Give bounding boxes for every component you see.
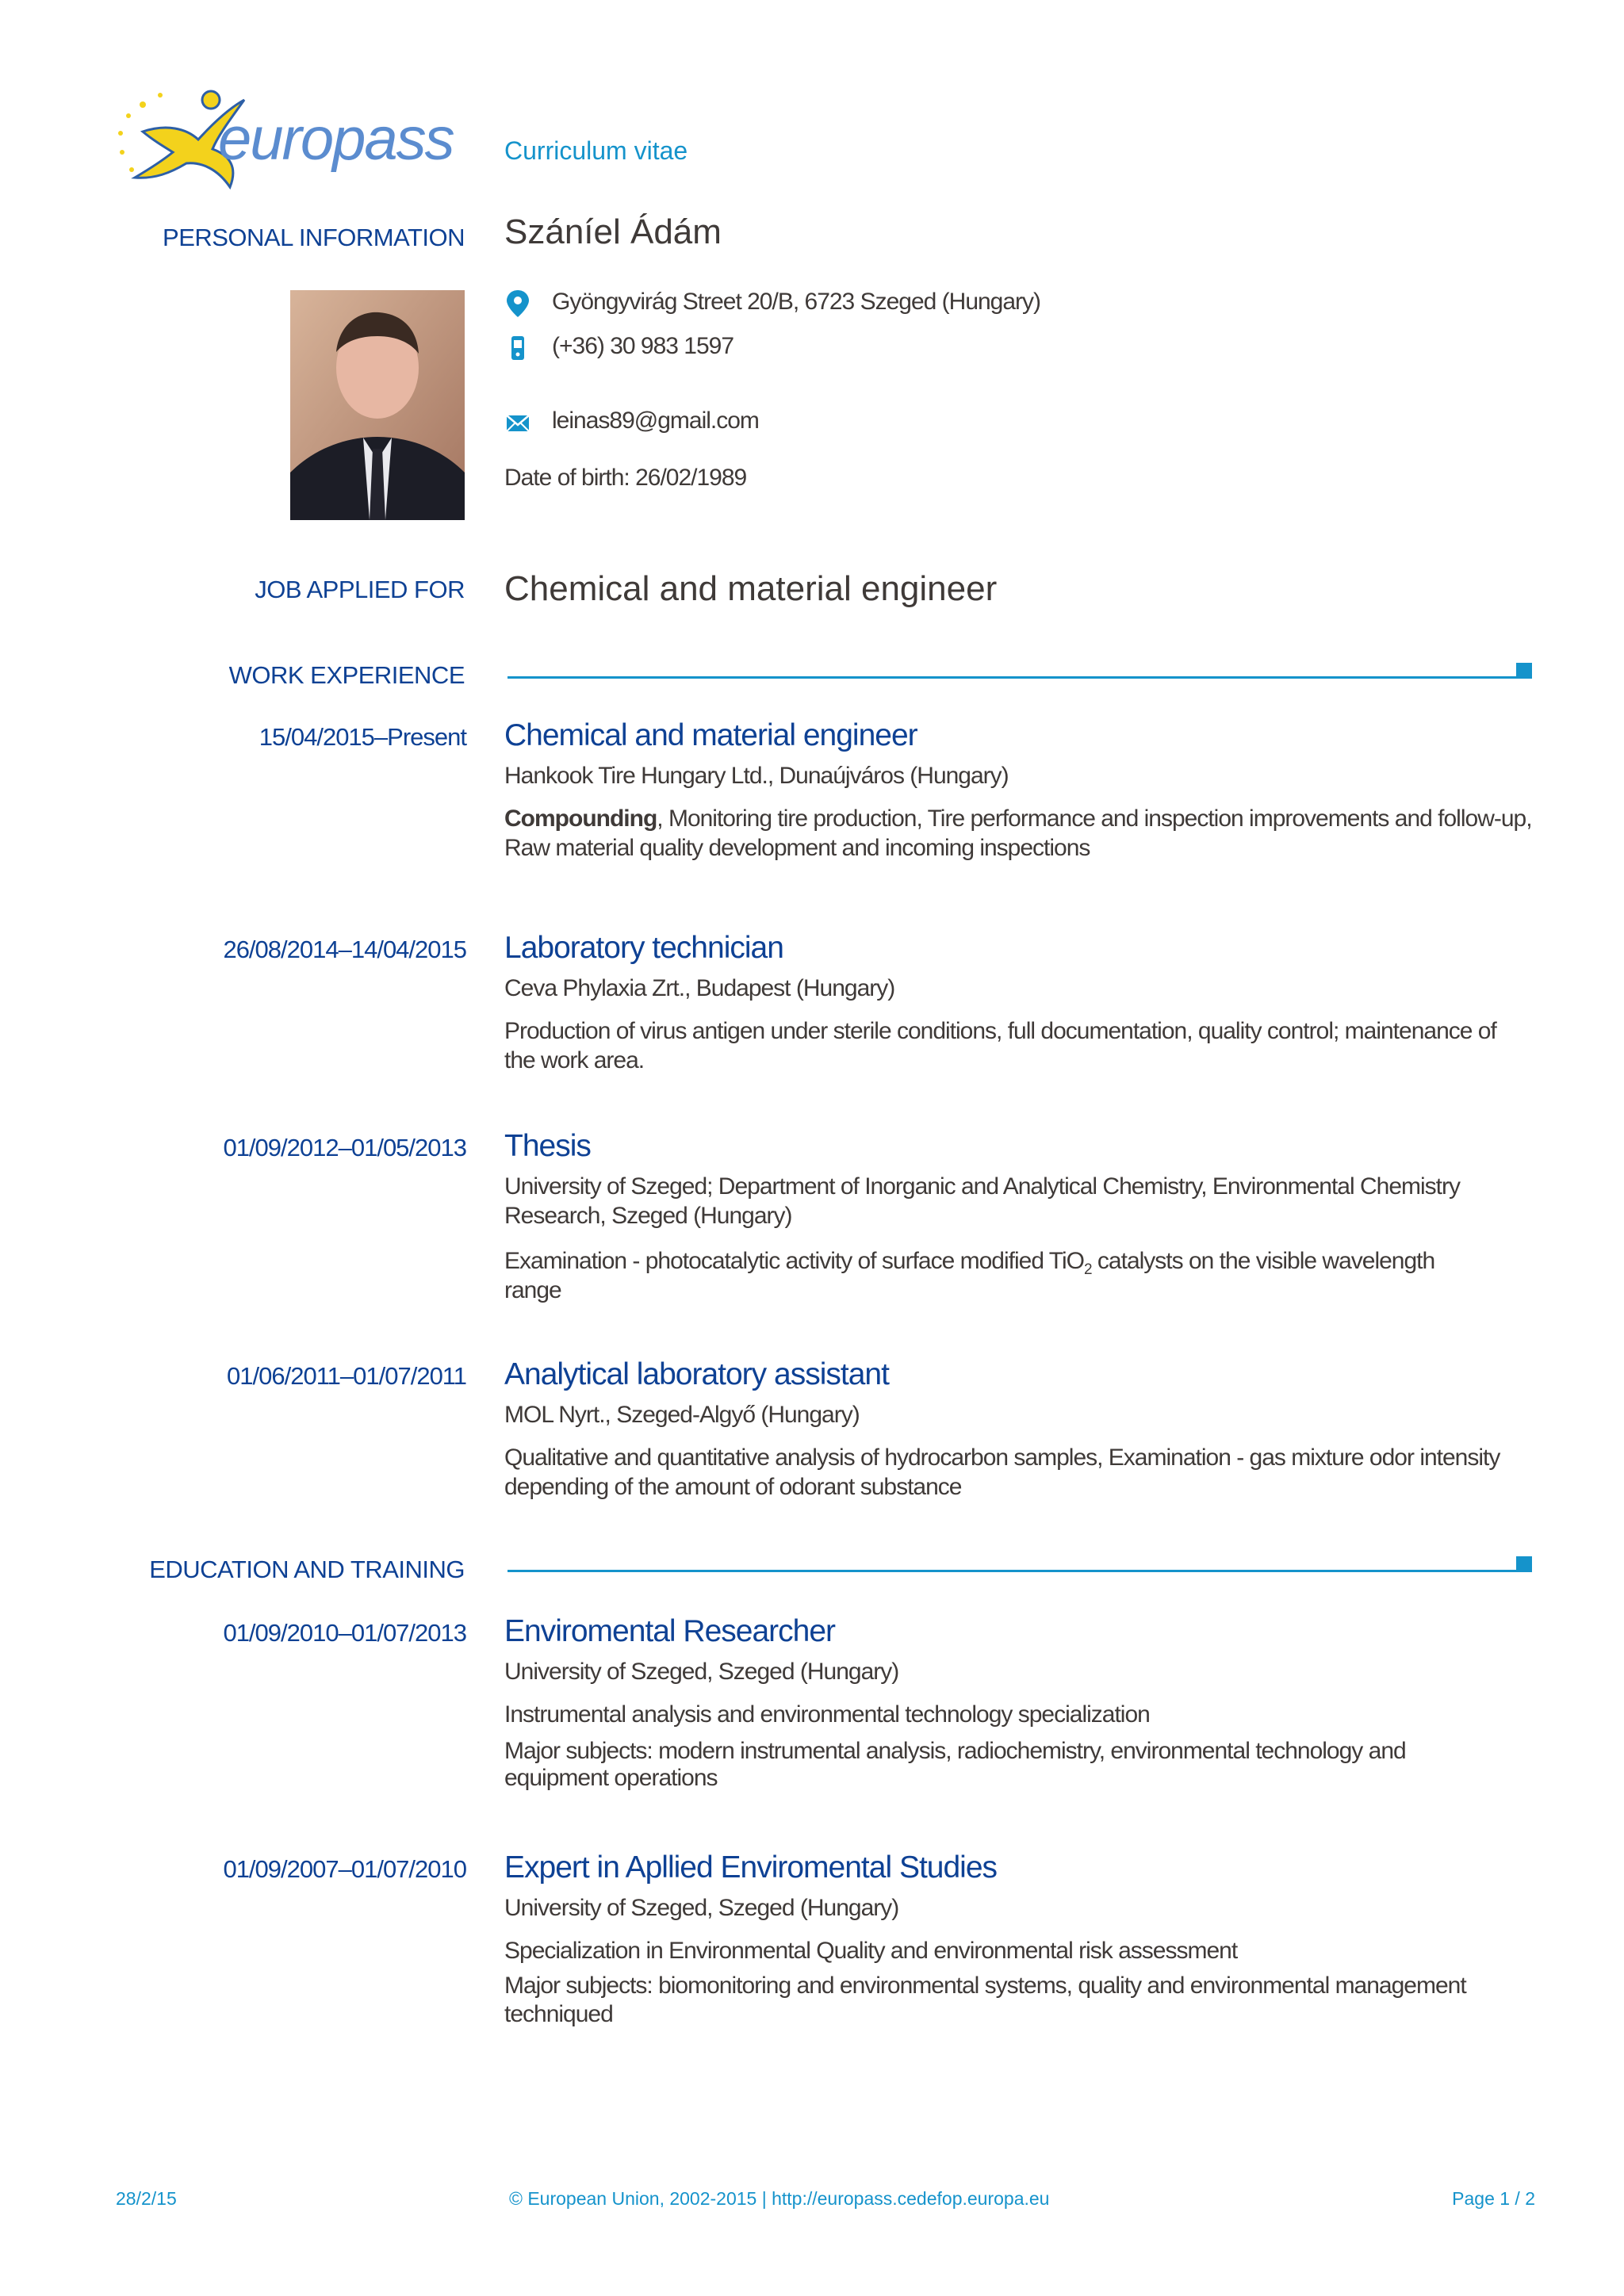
entry-description-line: the work area.: [504, 1047, 645, 1073]
section-divider-marker: [1516, 663, 1532, 679]
entry-organization-line: Research, Szeged (Hungary): [504, 1203, 792, 1229]
document-label: Curriculum vitae: [504, 136, 688, 165]
entry-description-line: Production of virus antigen under sterile conditions, full documentation, quality control; maintenance of: [504, 1018, 1496, 1044]
entry-description-text: , Monitoring tire production, Tire performance and inspection improvements and follow-up, Raw material quality development and incoming inspections: [504, 806, 1532, 861]
envelope-icon: [504, 408, 531, 438]
entry-organization: University of Szeged, Szeged (Hungary): [504, 1659, 899, 1685]
job-applied-title: Chemical and material engineer: [504, 569, 998, 608]
mobile-phone-icon: [504, 333, 531, 363]
section-heading-job-applied-for: JOB APPLIED FOR: [255, 576, 465, 603]
address-text: Gyöngyvirág Street 20/B, 6723 Szeged (Hungary): [552, 289, 1041, 315]
entry-title: Analytical laboratory assistant: [504, 1357, 889, 1391]
entry-title: Thesis: [504, 1129, 591, 1163]
entry-organization: Ceva Phylaxia Zrt., Budapest (Hungary): [504, 975, 895, 1001]
section-divider-marker: [1516, 1556, 1532, 1572]
footer-page-number: Page 1 / 2: [1452, 2188, 1535, 2209]
europass-logo: [111, 76, 476, 203]
entry-dates: 01/09/2012–01/05/2013: [223, 1134, 466, 1161]
entry-dates: 01/09/2010–01/07/2013: [223, 1619, 466, 1647]
candidate-name: Száníel Ádám: [504, 212, 722, 251]
entry-description-line: Specialization in Environmental Quality and environmental risk assessment: [504, 1938, 1238, 1964]
entry-organization-line: University of Szeged; Department of Inorganic and Analytical Chemistry, Environmental Chemistry: [504, 1173, 1461, 1200]
entry-description-text: catalysts on the visible wavelength: [1091, 1248, 1435, 1274]
entry-description-line: depending of the amount of odorant substance: [504, 1474, 962, 1500]
entry-title: Enviromental Researcher: [504, 1614, 836, 1648]
subscript: 2: [1084, 1261, 1092, 1278]
entry-description-line: techniqued: [504, 2001, 613, 2027]
entry-description-text: Examination - photocatalytic activity of surface modified TiO: [504, 1248, 1085, 1274]
location-pin-icon: [504, 289, 531, 319]
section-heading-work-experience: WORK EXPERIENCE: [228, 661, 465, 689]
footer-copyright-link[interactable]: © European Union, 2002-2015 | http://europass.cedefop.europa.eu: [509, 2188, 1050, 2209]
entry-organization: Hankook Tire Hungary Ltd., Dunaújváros (Hungary): [504, 763, 1009, 789]
europass-logo-text: europass: [218, 105, 454, 173]
entry-description-bold: Compounding: [504, 806, 657, 832]
entry-dates: 01/09/2007–01/07/2010: [223, 1855, 466, 1883]
entry-description: [504, 804, 1535, 863]
section-heading-education-and-training: EDUCATION AND TRAINING: [149, 1556, 465, 1583]
entry-title: Expert in Apllied Enviromental Studies: [504, 1850, 998, 1885]
entry-description-line: Major subjects: biomonitoring and environmental systems, quality and environmental management: [504, 1973, 1466, 1999]
entry-description-line: range: [504, 1277, 561, 1303]
date-of-birth: Date of birth: 26/02/1989: [504, 465, 747, 491]
entry-dates: 15/04/2015–Present: [259, 723, 466, 751]
entry-description-line: Qualitative and quantitative analysis of hydrocarbon samples, Examination - gas mixture odor intensity: [504, 1445, 1500, 1471]
entry-dates: 01/06/2011–01/07/2011: [227, 1362, 466, 1390]
entry-description-line: equipment operations: [504, 1765, 718, 1791]
entry-dates: 26/08/2014–14/04/2015: [223, 936, 466, 963]
email-link[interactable]: leinas89@gmail.com: [552, 408, 759, 434]
section-divider: [508, 1570, 1532, 1572]
entry-description-line: Instrumental analysis and environmental technology specialization: [504, 1701, 1150, 1728]
entry-organization: University of Szeged, Szeged (Hungary): [504, 1895, 899, 1921]
profile-photo: [290, 290, 465, 520]
section-heading-personal-information: PERSONAL INFORMATION: [163, 224, 465, 251]
entry-description-line: Major subjects: modern instrumental analysis, radiochemistry, environmental technology and: [504, 1738, 1406, 1764]
entry-title: Laboratory technician: [504, 931, 783, 965]
section-divider: [508, 676, 1532, 679]
footer-date: 28/2/15: [116, 2188, 177, 2209]
entry-title: Chemical and material engineer: [504, 718, 917, 752]
phone-text: (+36) 30 983 1597: [552, 333, 734, 359]
entry-organization: MOL Nyrt., Szeged-Algyő (Hungary): [504, 1402, 860, 1428]
